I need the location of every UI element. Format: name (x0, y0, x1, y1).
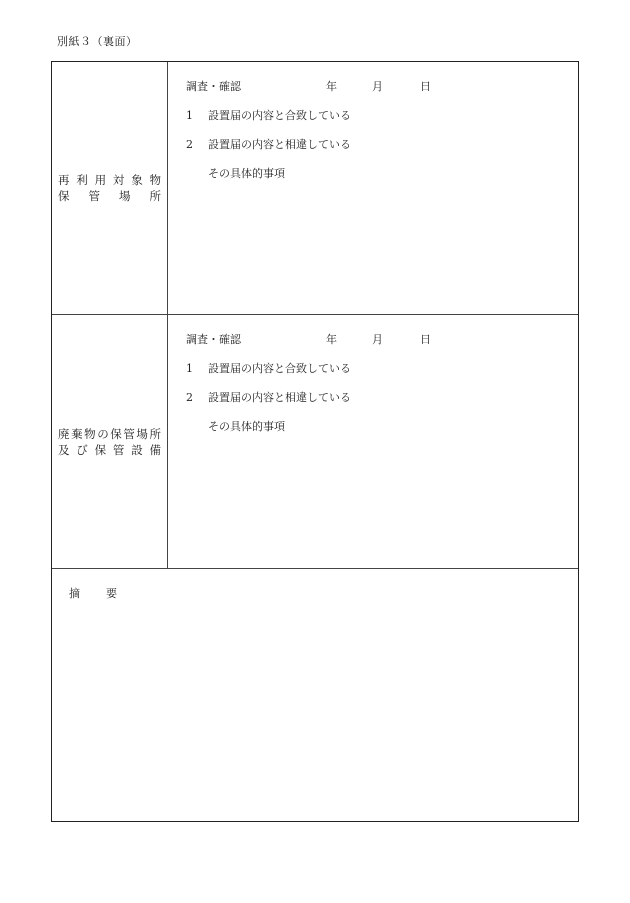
date-month-label: 月 (372, 333, 383, 346)
option-number: 1 (186, 109, 193, 122)
check-title: 調査・確認 (186, 80, 241, 93)
section-label-line-1: 廃 棄 物 の 保 管 場 所 (58, 426, 161, 441)
option-text: 設置届の内容と合致している (208, 362, 351, 375)
section-label-cell (52, 62, 168, 314)
section-waste-storage (52, 315, 578, 569)
section-content-cell (168, 62, 578, 314)
option-number: 1 (186, 362, 193, 375)
option-differs (186, 389, 351, 405)
page-label: 別紙３（裏面） (57, 35, 138, 48)
details-label: その具体的事項 (208, 420, 285, 433)
check-header (186, 78, 431, 94)
section-label (58, 426, 161, 458)
remarks-title: 摘 要 (69, 587, 117, 600)
date-year-label: 年 (326, 80, 337, 93)
option-matches (186, 107, 351, 123)
section-label-line-2: 保 管 場 所 (58, 189, 161, 203)
section-label-line-1: 再 利 用 対 象 物 (58, 173, 161, 187)
section-label-cell (52, 315, 168, 568)
option-number: 2 (186, 138, 193, 151)
option-matches (186, 360, 351, 376)
remarks-section (52, 569, 578, 821)
option-text: 設置届の内容と合致している (208, 109, 351, 122)
details-label: その具体的事項 (208, 167, 285, 180)
check-header (186, 331, 431, 347)
section-reuse-storage (52, 62, 578, 315)
option-text: 設置届の内容と相違している (208, 138, 351, 151)
option-text: 設置届の内容と相違している (208, 391, 351, 404)
option-differs (186, 136, 351, 152)
check-title: 調査・確認 (186, 333, 241, 346)
inspection-form-table (51, 61, 579, 822)
option-number: 2 (186, 391, 193, 404)
section-label-line-2: 及 び 保 管 設 備 (58, 442, 161, 457)
section-content-cell (168, 315, 578, 568)
section-label (58, 172, 161, 204)
date-year-label: 年 (326, 333, 337, 346)
date-day-label: 日 (420, 333, 431, 346)
date-day-label: 日 (420, 80, 431, 93)
date-month-label: 月 (372, 80, 383, 93)
